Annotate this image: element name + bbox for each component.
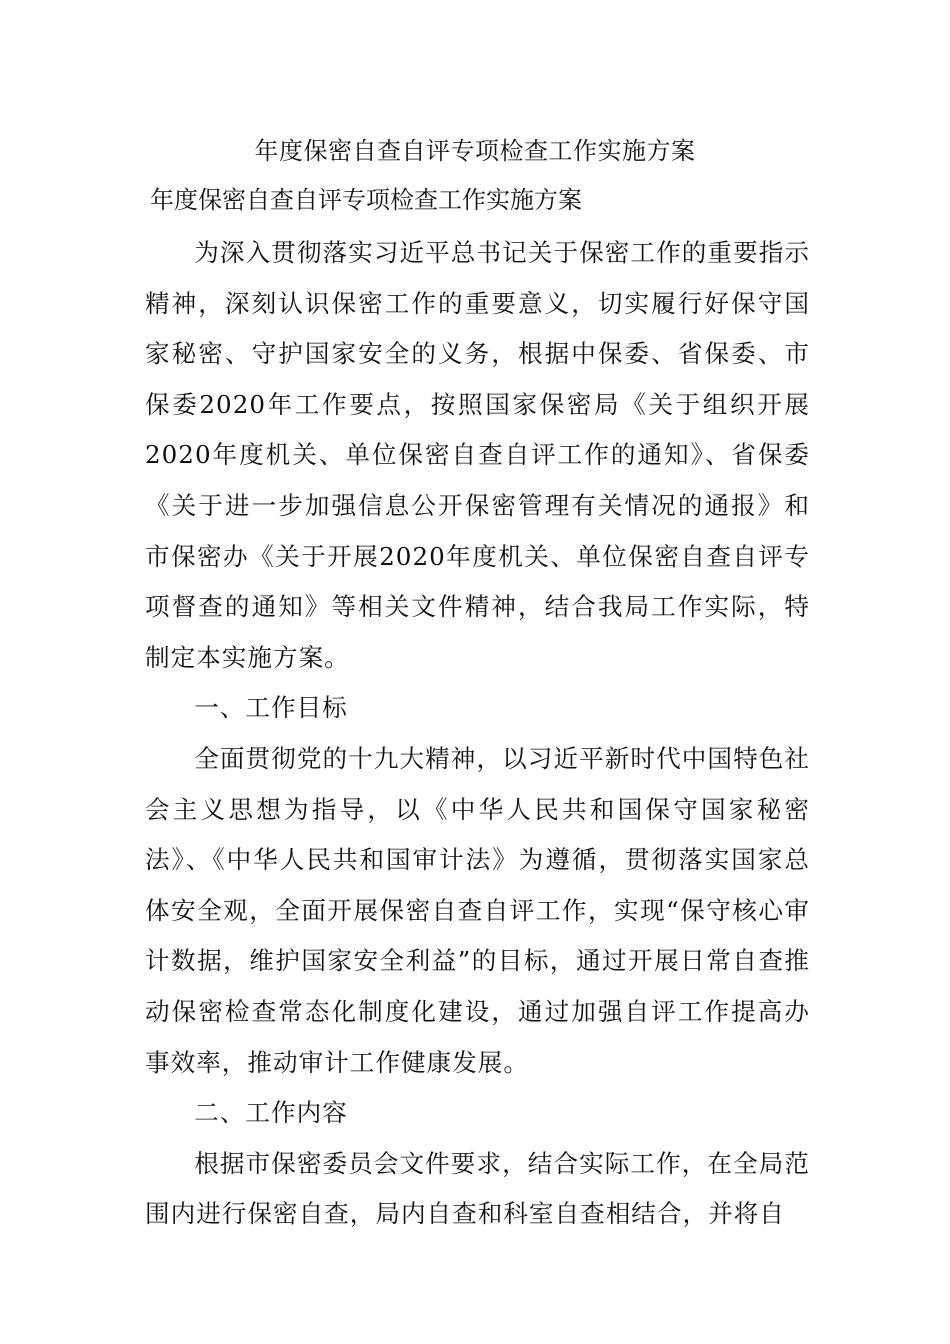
paragraph-content: 根据市保密委员会文件要求，结合实际工作，在全局范围内进行保密自查，局内自查和科室自查相结合，并将自: [145, 1148, 810, 1229]
section-heading-goal: 一、工作目标: [194, 693, 348, 723]
document-subtitle: 年度保密自查自评专项检查工作实施方案: [150, 186, 582, 214]
document-title: 年度保密自查自评专项检查工作实施方案: [254, 137, 696, 165]
section-heading-content: 二、工作内容: [194, 1098, 348, 1128]
document-body: [145, 228, 810, 1240]
paragraph-goal: 全面贯彻党的十九大精神，以习近平新时代中国特色社会主义思想为指导，以《中华人民共和国保守国家秘密法》、《中华人民共和国审计法》为遵循，贯彻落实国家总体安全观，全面开展保密自查自评工作，实现“保守核心审计数据，维护国家安全利益”的目标，通过开展日常自查推动保密检查常态化制度化建设，通过加强自评工作提高办事效率，推动审计工作健康发展。: [145, 743, 810, 1077]
paragraph-intro: 为深入贯彻落实习近平总书记关于保密工作的重要指示精神，深刻认识保密工作的重要意义，切实履行好保守国家秘密、守护国家安全的义务，根据中保委、省保委、市保委2020年工作要点，按照国家保密局《关于组织开展2020年度机关、单位保密自查自评工作的通知》、省保委《关于进一步加强信息公开保密管理有关情况的通报》和市保密办《关于开展2020年度机关、单位保密自查自评专项督查的通知》等相关文件精神，结合我局工作实际，特制定本实施方案。: [145, 238, 810, 672]
